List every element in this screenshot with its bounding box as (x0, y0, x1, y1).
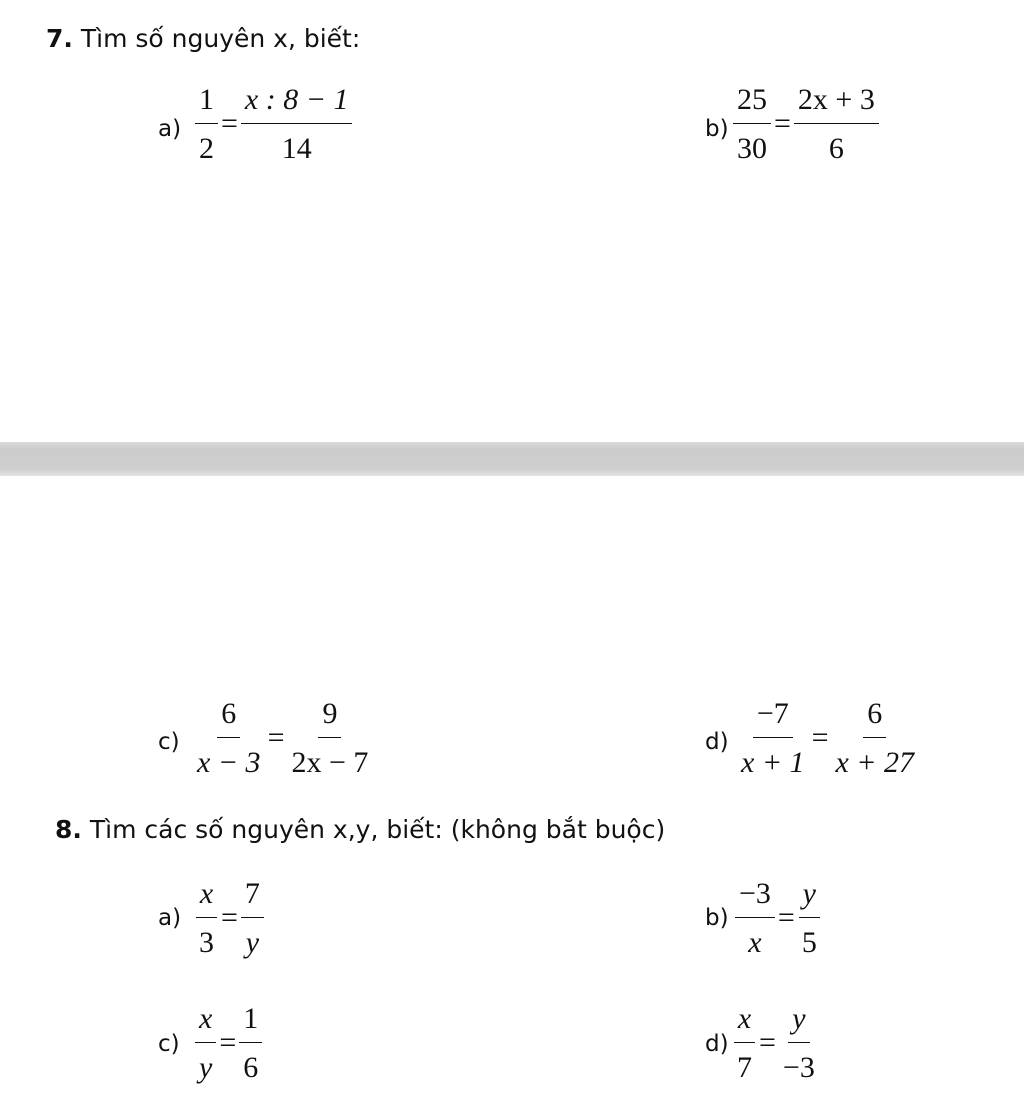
problem-7c-equation (193, 698, 372, 778)
problem-7c-label: c) (158, 729, 180, 755)
equals-sign: = (811, 721, 829, 754)
numerator: x (196, 878, 217, 918)
problem-8b-label: b) (705, 905, 729, 931)
numerator: 6 (217, 698, 240, 738)
problem-7-number: 7. (46, 24, 73, 53)
numerator: −3 (735, 878, 775, 918)
problem-8c-label: c) (158, 1031, 180, 1057)
denominator: 2 (199, 131, 214, 165)
problem-7d-label: d) (705, 729, 729, 755)
problem-7b-label: b) (705, 116, 729, 142)
problem-7-heading (46, 24, 360, 53)
problem-7-text: Tìm số nguyên x, biết: (80, 24, 361, 53)
numerator: x (195, 1003, 216, 1043)
equals-sign: = (267, 721, 285, 754)
denominator: y (199, 1050, 213, 1084)
problem-7a-equation (195, 84, 352, 164)
denominator: 3 (199, 925, 214, 959)
numerator: −7 (753, 698, 793, 738)
problem-8b-equation (735, 878, 821, 958)
denominator: 2x − 7 (291, 745, 369, 779)
fraction (193, 698, 265, 778)
problem-8d-equation (733, 1003, 819, 1083)
denominator: 14 (281, 131, 312, 165)
fraction (794, 84, 879, 164)
fraction (241, 878, 264, 958)
fraction (798, 878, 821, 958)
fraction (735, 878, 775, 958)
denominator: x + 1 (741, 745, 805, 779)
problem-7b-equation (733, 84, 879, 164)
problem-7a-label: a) (158, 116, 182, 142)
numerator: 6 (863, 698, 886, 738)
denominator: 7 (737, 1050, 752, 1084)
fraction (241, 84, 353, 164)
denominator: 30 (737, 131, 767, 165)
fraction (287, 698, 372, 778)
fraction (737, 698, 809, 778)
equals-sign: = (777, 901, 795, 934)
equals-sign: = (221, 901, 238, 934)
denominator: x − 3 (197, 745, 261, 779)
equals-sign: = (774, 107, 791, 140)
fraction (733, 1003, 756, 1083)
numerator: y (799, 878, 820, 918)
denominator: x (748, 925, 762, 959)
fraction (195, 1003, 216, 1083)
problem-8d-label: d) (705, 1031, 729, 1057)
denominator: 5 (801, 925, 817, 959)
problem-8a-equation (195, 878, 264, 958)
fraction (733, 84, 771, 164)
equals-sign: = (221, 107, 238, 140)
denominator: −3 (782, 1050, 815, 1084)
numerator: x (734, 1003, 755, 1043)
numerator: 25 (733, 84, 771, 124)
problem-8-heading (55, 815, 665, 844)
numerator: 7 (241, 878, 264, 918)
equals-sign: = (759, 1026, 776, 1059)
denominator: y (245, 925, 260, 959)
fraction (195, 878, 218, 958)
numerator: x : 8 − 1 (241, 84, 353, 124)
fraction (239, 1003, 262, 1083)
denominator: x + 27 (835, 745, 915, 779)
fraction (195, 84, 218, 164)
equals-sign: = (219, 1026, 237, 1059)
page-divider (0, 442, 1024, 476)
problem-8a-label: a) (158, 905, 182, 931)
problem-8-text: Tìm các số nguyên x,y, biết: (không bắt buộc) (89, 815, 666, 844)
numerator: 2x + 3 (794, 84, 879, 124)
denominator: 6 (243, 1050, 259, 1084)
numerator: y (788, 1003, 809, 1043)
problem-7d-equation (737, 698, 918, 778)
fraction (779, 1003, 819, 1083)
numerator: 9 (318, 698, 341, 738)
problem-8-number: 8. (55, 815, 82, 844)
fraction (831, 698, 918, 778)
denominator: 6 (828, 131, 844, 165)
numerator: 1 (195, 84, 218, 124)
problem-8c-equation (195, 1003, 262, 1083)
numerator: 1 (239, 1003, 262, 1043)
